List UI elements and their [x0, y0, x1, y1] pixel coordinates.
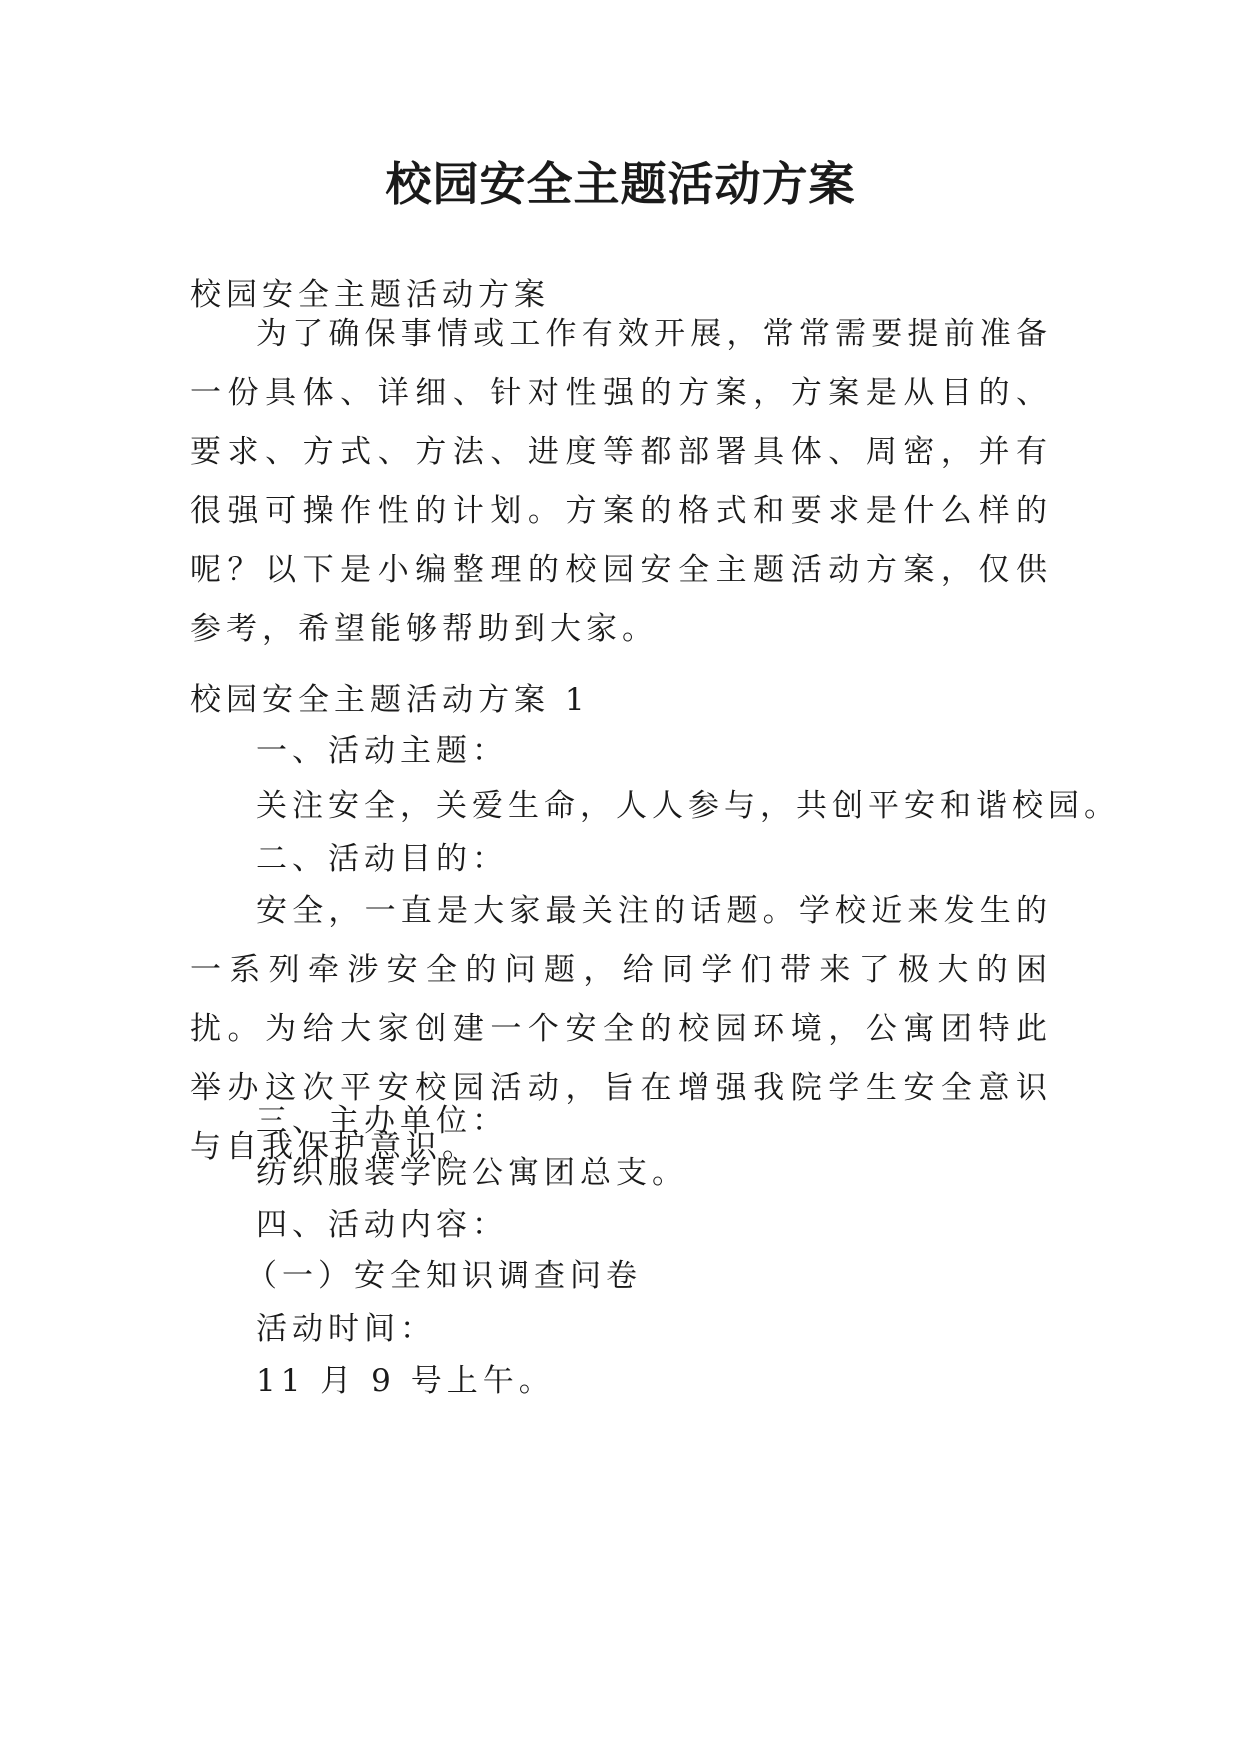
time-value: 11 月 9 号上午。 [256, 1363, 555, 1399]
heading-theme: 一、活动主题： [256, 733, 508, 769]
organizer-text: 纺织服装学院公寓团总支。 [256, 1155, 688, 1191]
purpose-paragraph: 安全，一直是大家最关注的话题。学校近来发生的一系列牵涉安全的问题，给同学们带来了极大的困扰。为给大家创建一个安全的校园环境，公寓团特此举办这次平安校园活动，旨在增强我院学生安全意识与自我保护意识。 [190, 893, 1052, 1165]
document-subtitle: 校园安全主题活动方案 [190, 277, 550, 313]
section-title: 校园安全主题活动方案 1 [190, 682, 590, 718]
document-title: 校园安全主题活动方案 [385, 157, 856, 211]
content-item-1: （一）安全知识调查问卷 [246, 1258, 642, 1294]
intro-paragraph: 为了确保事情或工作有效开展，常常需要提前准备一份具体、详细、针对性强的方案，方案是从目的、要求、方式、方法、进度等都部署具体、周密，并有很强可操作性的计划。方案的格式和要求是什么样的呢？以下是小编整理的校园安全主题活动方案，仅供参考，希望能够帮助到大家。 [190, 316, 1052, 647]
heading-purpose: 二、活动目的： [256, 841, 508, 877]
theme-text: 关注安全，关爱生命，人人参与，共创平安和谐校园。 [256, 788, 1120, 824]
time-label: 活动时间： [256, 1311, 436, 1347]
heading-content: 四、活动内容： [256, 1207, 508, 1243]
heading-organizer: 三、主办单位： [256, 1103, 508, 1139]
